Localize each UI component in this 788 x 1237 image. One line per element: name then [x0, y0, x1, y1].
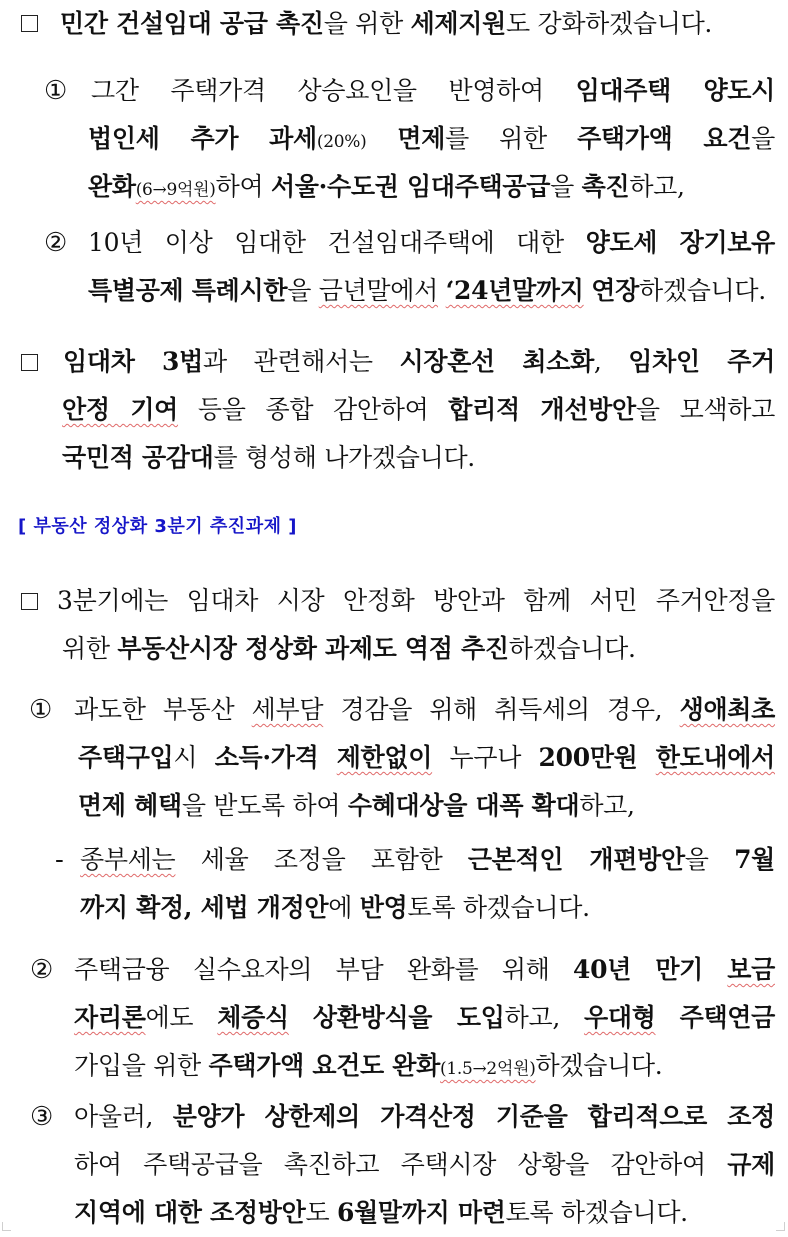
text-run: 도 강화하겠습니다. [505, 9, 713, 38]
text-run: 주택가액 요건도 완화 [208, 1051, 441, 1080]
text-run: 하고, [504, 1003, 584, 1032]
text-run: 하여 [215, 172, 271, 201]
text-run: 도 [305, 1198, 337, 1227]
dash-marker: - [55, 845, 64, 875]
text-run: 국민적 공감대 [62, 443, 214, 472]
checkbox-square-icon [21, 354, 38, 371]
text-run: 서울·수도권 임대주택공급 [270, 172, 551, 201]
text-run [438, 276, 446, 305]
circled-number-marker: ① [29, 695, 53, 725]
text-run: 누구나 [432, 743, 539, 772]
text-run: (1.5→2억원) [440, 1059, 536, 1079]
text-run: 근본적인 개편방안 [467, 845, 685, 874]
text-line [62, 434, 475, 482]
text-run: 상환방식을 도입 [312, 1003, 505, 1032]
text-run: 토록 하겠습니다. [505, 1198, 688, 1227]
text-run: 에도 [145, 1003, 218, 1032]
text-run: ‘24년말까지 [445, 276, 584, 305]
text-run: 을 모색하고 [635, 395, 775, 424]
text-run: 수혜대상을 대폭 확대 [347, 791, 580, 820]
text-run: 하고, [579, 791, 635, 820]
text-run: 생애최초 [679, 695, 775, 724]
text-run: 7월 [734, 845, 776, 874]
text-run: 부동산시장 정상화 과제도 역점 추진 [117, 634, 509, 663]
text-run: 주택연금 [679, 1003, 775, 1032]
text-line [78, 734, 775, 782]
text-run: 그간 주택가격 상승요인을 반영하여 [91, 76, 576, 105]
text-line [78, 782, 635, 830]
text-run: 를 위한 [445, 124, 578, 153]
text-run [289, 1003, 313, 1032]
text-run: 토록 하겠습니다. [407, 893, 590, 922]
text-run: 하고, [629, 172, 685, 201]
circled-number-marker: ② [30, 955, 54, 985]
text-run: 임대주택 양도시 [575, 76, 775, 105]
text-run: 200만원 [538, 743, 656, 772]
text-line [62, 625, 636, 673]
text-run: 반영 [359, 893, 408, 922]
text-run: 촉진 [581, 172, 630, 201]
text-run: 분양가 상한제의 가격산정 기준을 합리적으로 조정 [172, 1102, 775, 1131]
text-line [74, 994, 775, 1042]
section-heading: [ 부동산 정상화 3분기 추진과제 ] [18, 516, 297, 537]
text-run: 시장혼선 최소화 [399, 347, 594, 376]
text-run: 완화 [88, 172, 136, 201]
text-run: 민간 건설임대 공급 촉진 [60, 9, 324, 38]
circled-number-marker: ② [44, 228, 68, 258]
text-run: 체증식 [217, 1003, 289, 1032]
text-run: 규제 [727, 1150, 775, 1179]
text-line [74, 1189, 688, 1237]
checkbox-square-icon [21, 593, 38, 610]
text-run: 세율 조정을 포함한 [175, 845, 468, 874]
text-run: 가입을 위한 [74, 1051, 209, 1080]
text-run: 세부담 [251, 695, 324, 724]
text-line [74, 1141, 775, 1189]
text-run: , [593, 347, 629, 376]
text-run [656, 1003, 680, 1032]
text-run: 자리론 [74, 1003, 146, 1032]
text-line [74, 1042, 662, 1093]
text-run: 경감을 위해 취득세의 경우, [323, 695, 680, 724]
text-run: 을 받도록 하여 [181, 791, 348, 820]
text-run: 하여 주택공급을 촉진하고 주택시장 상황을 감안하여 [74, 1150, 728, 1179]
text-run: 6월말까지 마련 [336, 1198, 506, 1227]
text-run: 을 [550, 172, 582, 201]
text-line [91, 67, 775, 115]
text-run: 소득·가격 [214, 743, 337, 772]
text-line [88, 115, 775, 166]
text-run: 합리적 개선방안 [448, 395, 636, 424]
text-run: 특별공제 특례시한 [88, 276, 288, 305]
text-line [60, 0, 712, 48]
text-run: 종부세는 [80, 845, 176, 874]
text-line [74, 946, 775, 994]
text-run: 과 관련해서는 [202, 347, 400, 376]
text-line [62, 386, 775, 434]
text-run: 하겠습니다. [639, 276, 766, 305]
text-run: 3분기에는 임대차 시장 안정화 방안과 함께 서민 주거안정을 [57, 586, 775, 615]
text-line [80, 836, 775, 884]
text-run: 주택가액 요건 [577, 124, 752, 153]
text-run: 주택금융 실수요자의 부담 완화를 위해 [74, 955, 574, 984]
text-run: 과도한 부동산 [74, 695, 252, 724]
text-run: 주택구입 [78, 743, 174, 772]
text-run: 세제지원 [410, 9, 506, 38]
circled-number-marker: ③ [30, 1102, 54, 1132]
text-run: 금년말에서 [318, 276, 438, 305]
text-run: 법인세 추가 과세 [88, 124, 317, 153]
text-run: 에 [328, 893, 360, 922]
text-run: 우대형 [584, 1003, 656, 1032]
text-run: (20%) [316, 132, 367, 152]
text-run: 을 [684, 845, 735, 874]
text-line [88, 219, 775, 267]
text-run: 하겠습니다. [508, 634, 636, 663]
text-run: 까지 확정, 세법 개정안 [80, 893, 329, 922]
text-run: 임대차 3법 [63, 347, 203, 376]
checkbox-square-icon [21, 15, 38, 32]
text-run: 아울러, [74, 1102, 173, 1131]
text-run: 을 [287, 276, 319, 305]
text-run: 40년 만기 [573, 955, 728, 984]
text-run: 를 형성해 나가겠습니다. [213, 443, 475, 472]
page-corner-mark [776, 1222, 785, 1231]
text-line [57, 577, 775, 625]
text-run: 보금 [727, 955, 775, 984]
text-run: 지역에 대한 조정방안 [74, 1198, 306, 1227]
text-run: 면제 [366, 124, 446, 153]
text-run: 을 [751, 124, 775, 153]
text-run: 제한없이 [336, 743, 433, 772]
text-run: 등을 종합 감안하여 [178, 395, 449, 424]
text-line [74, 1093, 775, 1141]
text-run: 을 위한 [323, 9, 411, 38]
text-run: 한도내에서 [655, 743, 775, 772]
text-line [88, 267, 766, 315]
text-line [74, 686, 775, 734]
text-run: 안정 기여 [62, 395, 179, 424]
text-run: 하겠습니다. [535, 1051, 663, 1080]
circled-number-marker: ① [44, 76, 68, 106]
text-run: 임차인 주거 [628, 347, 775, 376]
text-run: 양도세 장기보유 [585, 228, 775, 257]
text-run: 면제 혜택 [78, 791, 182, 820]
text-line [88, 163, 685, 214]
text-line [63, 338, 775, 386]
text-run: 10년 이상 임대한 건설임대주택에 대한 [88, 228, 586, 257]
text-run: 시 [173, 743, 215, 772]
text-run: (6→9억원) [135, 180, 216, 200]
text-run: 연장 [591, 276, 639, 305]
page-corner-mark [2, 1222, 11, 1231]
text-line [80, 884, 590, 932]
text-run: 위한 [62, 634, 118, 663]
